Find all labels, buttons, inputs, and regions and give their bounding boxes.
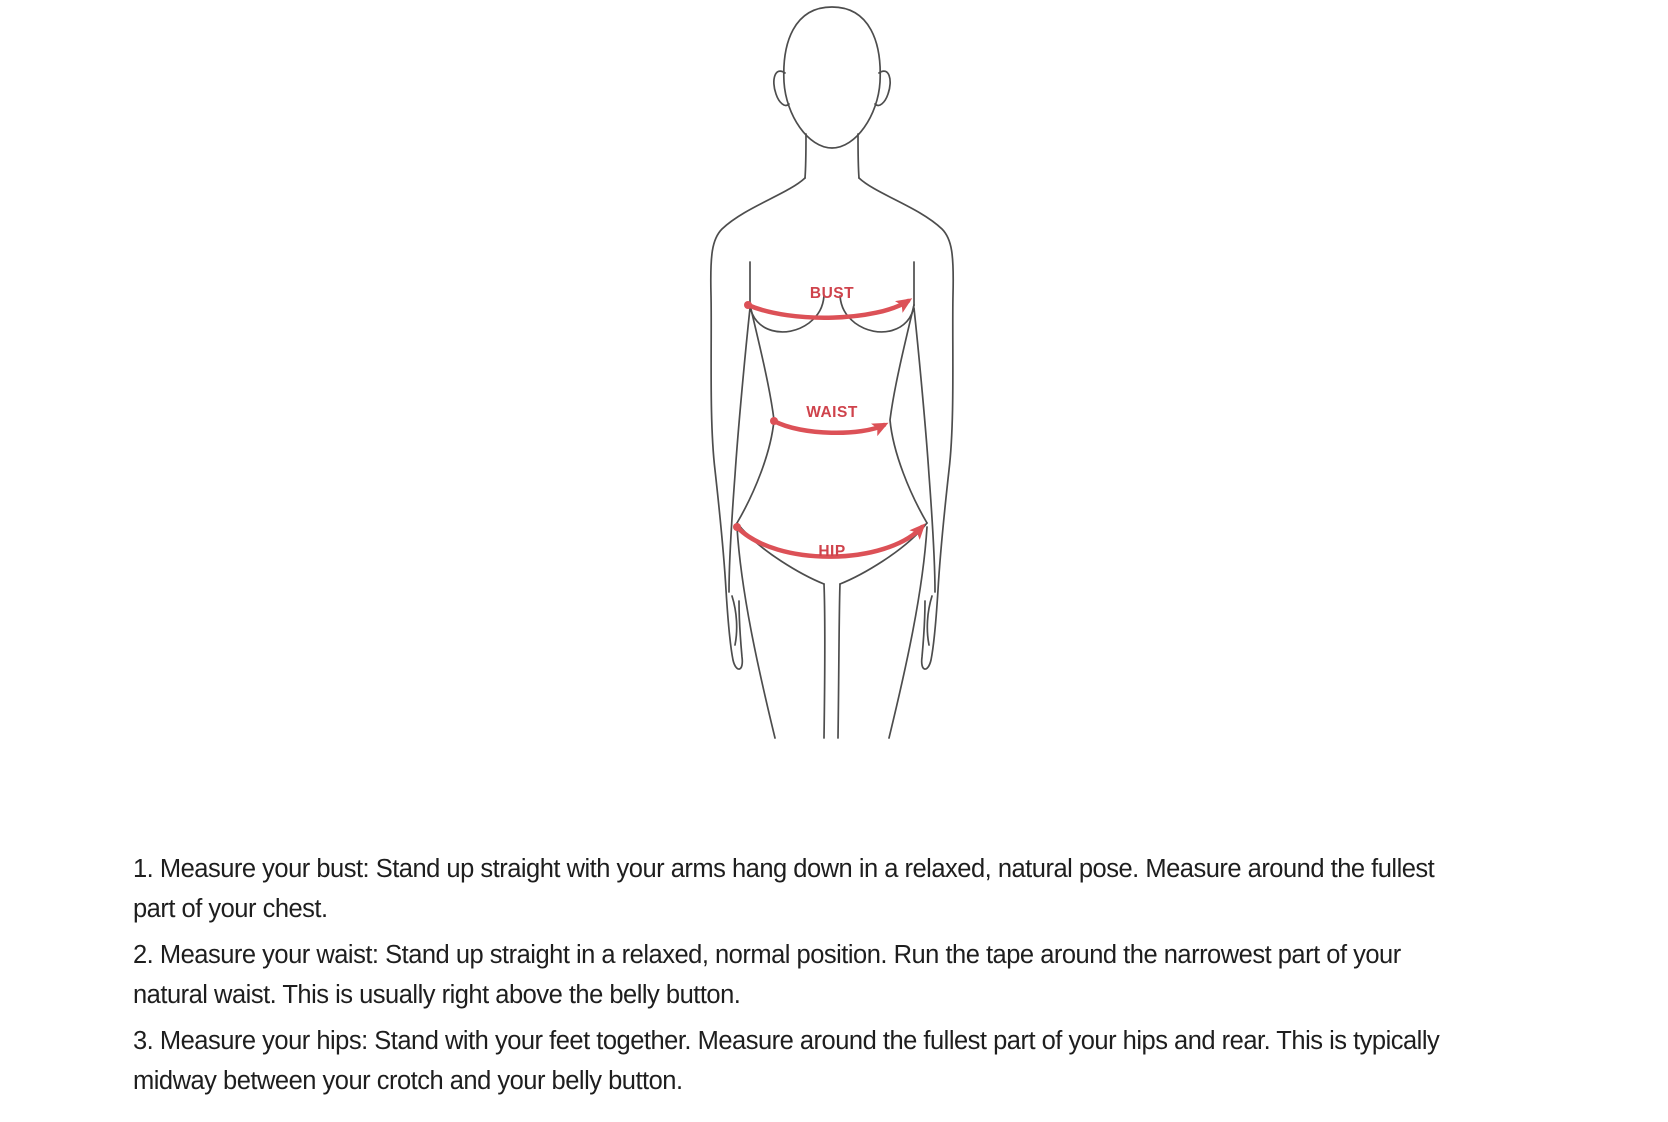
left-thumb <box>732 596 737 645</box>
instruction-line: natural waist. This is usually right above the belly button. <box>133 981 741 1009</box>
right-outer-leg <box>889 527 927 738</box>
neck-right <box>858 134 859 178</box>
right-thumb <box>927 596 932 645</box>
instruction-line: part of your chest. <box>133 895 328 923</box>
measurement-diagram <box>672 0 992 745</box>
bust-measure-arrow <box>748 301 908 318</box>
instruction-line: 3. Measure your hips: Stand with your feet together. Measure around the fullest part of your hips and rear. This is typically <box>133 1027 1440 1055</box>
neck-left <box>805 134 806 178</box>
body-measurement-figure <box>672 0 992 745</box>
bust-label: BUST <box>809 285 855 302</box>
left-arm-outer <box>711 178 805 669</box>
right-torso-side <box>890 305 927 523</box>
head-outline <box>784 7 880 148</box>
measure-arrows <box>737 301 922 557</box>
instruction-line: 2. Measure your waist: Stand up straight in a relaxed, normal position. Run the tape around the narrowest part of your <box>133 941 1401 969</box>
instruction-item-hips <box>133 1021 1583 1101</box>
measurement-instructions <box>133 849 1583 1107</box>
left-torso-side <box>737 305 774 523</box>
right-inner-thigh <box>838 584 840 738</box>
hip-label: HIP <box>818 543 846 560</box>
measure-labels <box>806 285 858 560</box>
waist-measure-arrow <box>774 421 884 433</box>
instruction-item-bust <box>133 849 1583 929</box>
waist-label: WAIST <box>806 404 858 421</box>
figure-outline <box>711 7 953 738</box>
left-pelvis-curve <box>737 523 824 584</box>
left-outer-leg <box>737 527 775 738</box>
instruction-line: midway between your crotch and your belly button. <box>133 1067 683 1095</box>
instruction-item-waist <box>133 935 1583 1015</box>
right-arm-outer <box>859 178 953 669</box>
instruction-line: 1. Measure your bust: Stand up straight with your arms hang down in a relaxed, natural pose. Measure around the fullest <box>133 855 1435 883</box>
left-inner-thigh <box>824 584 825 738</box>
